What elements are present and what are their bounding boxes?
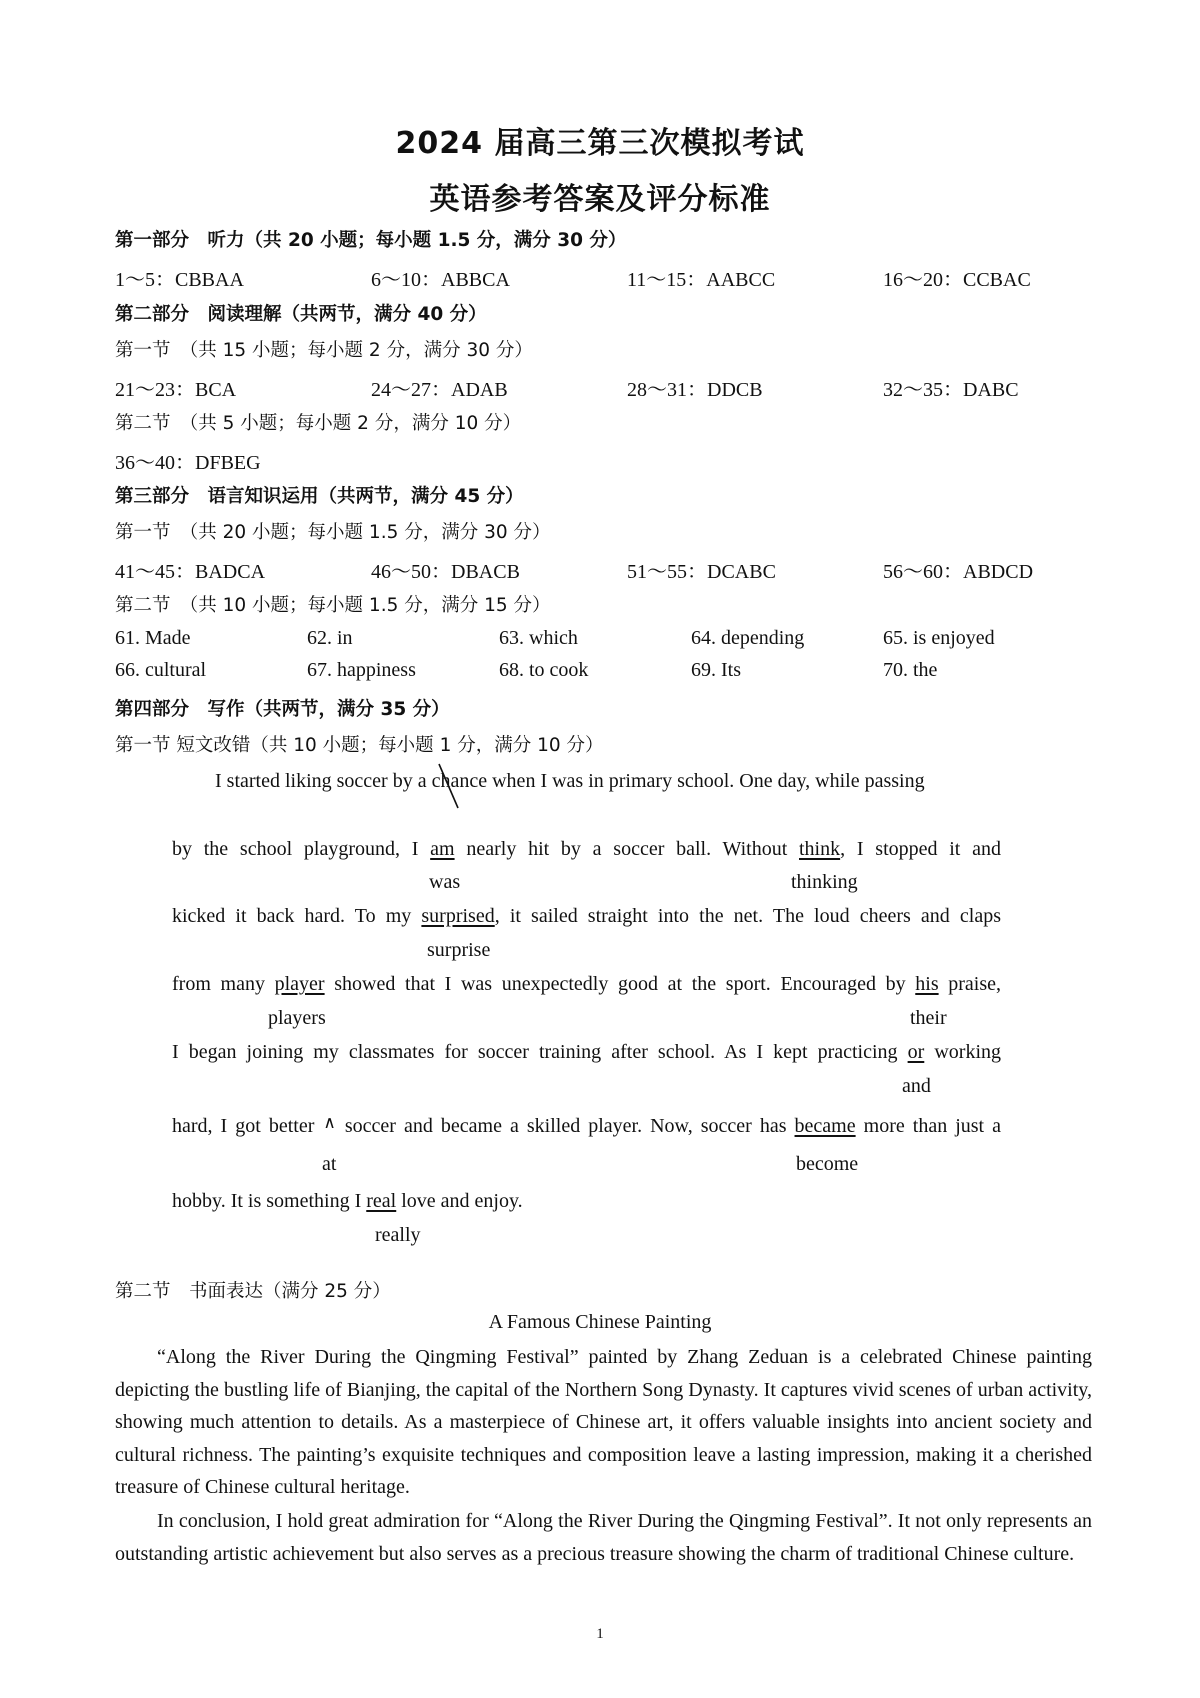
part2-sec1-heading: 第一节 （共 15 小题；每小题 2 分，满分 30 分）: [115, 340, 533, 361]
answer-item: 62. in: [307, 627, 353, 649]
correction-line-6: hard, I got better ∧ soccer and became a skilled player. Now, soccer has became more than just a: [172, 1113, 1002, 1137]
answer-item: 67. happiness: [307, 659, 416, 681]
part4-heading: 第四部分 写作（共两节，满分 35 分）: [115, 699, 450, 720]
error-word: am: [430, 838, 455, 860]
deleted-word: a: [417, 770, 427, 792]
answer-group: 24～27：ADAB: [371, 379, 508, 401]
correction-line-2: by the school playground, I am nearly hit by a soccer ball. Without think, I stopped it and: [172, 838, 1001, 860]
answer-group: 46～50：DBACB: [371, 561, 520, 583]
answer-item: 63. which: [499, 627, 578, 649]
error-word: player: [274, 973, 325, 995]
part2-sec2-heading: 第二节 （共 5 小题；每小题 2 分，满分 10 分）: [115, 413, 522, 434]
essay-title: A Famous Chinese Painting: [488, 1311, 712, 1333]
error-word: or: [907, 1041, 925, 1063]
correction-line-5: I began joining my classmates for soccer training after school. As I kept practicing or working: [172, 1041, 1002, 1063]
answer-item: 68. to cook: [499, 659, 589, 681]
answer-group: 21～23：BCA: [115, 379, 237, 401]
answer-group: 36～40：DFBEG: [115, 452, 261, 474]
error-word: surprised: [421, 905, 495, 927]
page-subtitle: 英语参考答案及评分标准: [429, 182, 771, 217]
error-word: his: [915, 973, 939, 995]
part3-sec1-answer-row: [115, 555, 1075, 585]
part1-heading: 第一部分 听力（共 20 小题；每小题 1.5 分，满分 30 分）: [115, 230, 627, 251]
part1-answer-row: [115, 263, 1075, 293]
part2-heading: 第二部分 阅读理解（共两节，满分 40 分）: [115, 304, 487, 325]
essay-paragraph: In conclusion, I hold great admiration for “Along the River During the Qingming Festival”. It not only represents an outstanding artistic achievement but also serves as a precious treasure showing the charm of traditional Chinese culture.: [115, 1510, 1092, 1565]
answer-group: 41～45：BADCA: [115, 561, 266, 583]
answer-group: 32～35：DABC: [883, 379, 1019, 401]
part3-sec2-heading: 第二节 （共 10 小题；每小题 1.5 分，满分 15 分）: [115, 595, 551, 616]
correction-line-3: kicked it back hard. To my surprised, it sailed straight into the net. The loud cheers and claps: [172, 905, 1001, 927]
correction-word: surprise: [427, 939, 491, 961]
part4-sec2-heading: 第二节 书面表达（满分 25 分）: [115, 1281, 391, 1302]
answer-group: 16～20：CCBAC: [883, 269, 1031, 291]
correction-word: thinking: [791, 871, 858, 893]
correction-word: really: [375, 1224, 421, 1246]
correction-word: become: [796, 1153, 859, 1175]
answer-item: 66. cultural: [115, 659, 207, 681]
correction-word: at: [322, 1153, 337, 1175]
answer-item: 70. the: [883, 659, 938, 681]
correction-word: players: [268, 1007, 326, 1029]
correction-word: and: [902, 1075, 931, 1097]
answer-group: 56～60：ABDCD: [883, 561, 1034, 583]
insert-mark-icon: ∧: [323, 1113, 336, 1133]
error-word: became: [794, 1115, 856, 1137]
correction-line-1: I started liking soccer by a chance when I was in primary school. One day, while passing: [215, 770, 925, 792]
answer-group: 51～55：DCABC: [627, 561, 776, 583]
correction-line-7: hobby. It is something I real love and enjoy.: [172, 1190, 523, 1212]
answer-group: 28～31：DDCB: [627, 379, 763, 401]
part3-sec1-heading: 第一节 （共 20 小题；每小题 1.5 分，满分 30 分）: [115, 522, 551, 543]
answer-group: 11～15：AABCC: [627, 269, 776, 291]
page-number: 1: [596, 1626, 604, 1642]
answer-item: 65. is enjoyed: [883, 627, 995, 649]
part4-sec1-heading: 第一节 短文改错（共 10 小题；每小题 1 分，满分 10 分）: [115, 735, 604, 756]
correction-line-4: from many player showed that I was unexpectedly good at the sport. Encouraged by his praise,: [172, 973, 1002, 995]
answer-item: 61. Made: [115, 627, 191, 649]
page-title: 2024 届高三第三次模拟考试: [395, 126, 805, 161]
part2-sec1-answer-row: [115, 373, 1075, 403]
part3-heading: 第三部分 语言知识运用（共两节，满分 45 分）: [115, 486, 524, 507]
answer-item: 64. depending: [691, 627, 805, 649]
answer-group: 1～5：CBBAA: [115, 269, 244, 291]
part3-sec2-answer-row: [115, 627, 1075, 657]
error-word: think: [799, 838, 841, 860]
answer-item: 69. Its: [691, 659, 741, 681]
correction-word: was: [429, 871, 461, 893]
error-word: real: [366, 1190, 397, 1212]
answer-group: 6～10：ABBCA: [371, 269, 510, 291]
delete-mark-icon: [436, 762, 462, 810]
correction-word: their: [910, 1007, 947, 1029]
part2-sec2-answer-row: [115, 446, 1075, 476]
essay-paragraph: “Along the River During the Qingming Festival” painted by Zhang Zeduan is a celebrated Chinese painting depicting the bustling life of Bianjing, the capital of the Northern Song Dynasty. It captures vivid scenes of urban activity, showing much attention to details. As a masterpiece of Chinese art, it offers valuable insights into ancient society and cultural richness. The painting’s exquisite techniques and composition leave a lasting impression, making it a cherished treasure of Chinese cultural heritage.: [115, 1346, 1092, 1498]
part3-sec2-answer-row: [115, 659, 1075, 689]
